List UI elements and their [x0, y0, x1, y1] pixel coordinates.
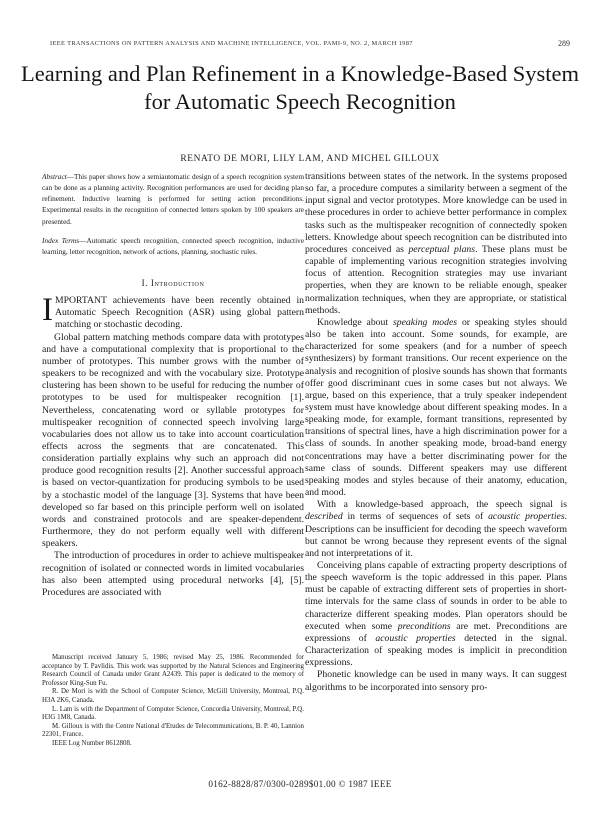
right-p1-tail: . These plans must be capable of implementing various recognition strategies involving focus of attention. Recognition strategies may use invariant properties, when they are known to be reliable enough, speaker normalization techniques, when they are appropriate, or statistical methods.: [305, 243, 568, 316]
section-heading: I. Introduction: [141, 278, 205, 289]
right-paragraph-1: [305, 171, 567, 317]
author-list: RENATO DE MORI, LILY LAM, AND MICHEL GILLOUX: [180, 154, 440, 164]
footnote-author-2: L. Lam is with the Department of Computer Science, Concordia University, Montreal, P.Q. H3G 1M8, Canada.: [42, 705, 304, 722]
right-paragraph-4: [305, 560, 567, 669]
abstract-text: —This paper shows how a semiautomatic design of a speech recognition system can be done as a planning activity. Recognition performances are used for deciding plan refinement. Inductive learning is performed for setting action preconditions. Experimental results in the recognition of connected letters spoken by 100 speakers are presented.: [42, 172, 304, 226]
introduction-body: [42, 292, 304, 599]
right-p3-a: With a knowledge-based approach, the speech signal is: [317, 499, 567, 511]
abstract-label: Abstract: [42, 172, 67, 181]
drop-cap: I: [42, 292, 53, 329]
intro-paragraph-1-text: MPORTANT achievements have been recently obtained in Automatic Speech Recognition (ASR) using global pattern matching or stochastic decoding.: [55, 295, 304, 331]
right-p3-b: in terms of sequences of sets of: [347, 511, 484, 523]
left-column: [42, 171, 304, 599]
abstract: [42, 171, 304, 227]
right-paragraph-5: Phonetic knowledge can be used in many ways. It can suggest algorithms to be incorporated into sensory pro-: [305, 669, 567, 693]
index-terms-text: —Automatic speech recognition, connected speech recognition, inductive learning, letter recognition, network of actions, planning, stochastic rules.: [42, 235, 305, 256]
footnote-author-3: M. Gilloux is with the Centre National d'Etudes de Telecommunications, B. P. 40, Lannion 22301, France.: [42, 722, 304, 739]
copyright-line: 0162-8828/87/0300-0289$01.00 © 1987 IEEE: [208, 779, 392, 789]
right-p4-emphasis-1: preconditions: [397, 620, 451, 632]
paper-title: Learning and Plan Refinement in a Knowledge-Based System for Automatic Speech Recognition: [21, 61, 579, 114]
intro-paragraph-3: The introduction of procedures in order to achieve multispeaker recognition of isolated or connected words in limited vocabularies has also been attempted using procedural networks [4], [5]. Procedures are associated with: [42, 550, 304, 598]
footnotes: [42, 654, 304, 749]
footnote-author-1: R. De Mori is with the School of Computer Science, McGill University, Montreal, P.Q. H3A 2K6, Canada.: [42, 688, 304, 704]
right-p3-emphasis-2: acoustic properties: [488, 511, 565, 523]
page-number: 289: [558, 39, 570, 48]
right-p3-c: . Descriptions can be insufficient for decoding the speech waveform but cannot be wrong because they represent events of the signal and not interpretations of it.: [305, 511, 568, 559]
right-p4-emphasis-2: acoustic properties: [375, 632, 456, 644]
index-terms: [42, 235, 304, 257]
index-terms-label: Index Terms: [42, 235, 80, 245]
intro-paragraph-1: [42, 292, 304, 331]
right-p3-emphasis-1: described: [305, 511, 343, 523]
running-head: [50, 40, 570, 47]
footnote-manuscript: Manuscript received January 5, 1986; revised May 25, 1986. Recommended for acceptance by T. Pavlidis. This work was supported by the Natural Sciences and Engineering Research Council of Canada under Grant A2439. This paper is dedicated to the memory of Professor King-Sun Fu.: [42, 654, 304, 687]
journal-header: IEEE TRANSACTIONS ON PATTERN ANALYSIS AND MACHINE INTELLIGENCE, VOL. PAMI-9, NO. 2, MARCH 1987: [50, 40, 413, 47]
right-column: [305, 171, 567, 694]
right-p4-b: are met. Preconditions are expressions of: [305, 620, 567, 644]
right-p1-text: transitions between states of the network. In the systems proposed so far, a procedure computes a similarity between a segment of the input signal and vector prototypes. More knowledge can be used in these procedures in order to achieve better performance in complex tasks such as the multispeaker recognition of connectedly spoken letters. Knowledge about speech recognition can be distributed into procedures conceived as: [305, 171, 567, 255]
right-p4-a: Conceiving plans capable of extracting property descriptions of the speech waveform is the topic addressed in this paper. Plans must be capable of extracting different sets of properties in short-time intervals for the same class of sounds in order to be able to characterize different speaking modes. Plan operators should be executed when some: [305, 560, 567, 632]
right-p2-a: Knowledge about: [317, 316, 389, 328]
right-paragraph-2: [305, 317, 567, 499]
right-paragraph-3: [305, 499, 567, 560]
intro-paragraph-2: Global pattern matching methods compare data with prototypes and have a computational complexity that is proportional to the number of prototypes. This number grows with the number of speakers to be recognized and with the vocabulary size. Prototype clustering has been shown to be useful for reducing the number of prototypes to be used for multispeaker recognition [1]. Nevertheless, concatenating word or syllable prototypes for multispeaker recognition of connected speech involving large vocabularies does not allow us to take into account coarticulation effects across the segments that are concatenated. This consideration partially explains why such an approach did not produce good recognition results [2]. Another successful approach is based on vector-quantization for producing symbols to be used by a stochastic model of the language [3]. Systems that have been developed so far based on this principle perform well on isolated words and constrained protocols and are speaker-dependent. Furthermore, they do not perform equally well with different speakers.: [42, 331, 304, 550]
right-p2-b: or speaking styles should also be taken into account. Some sounds, for example, are characterized for some speakers (and for a number of speech synthesizers) by formant transitions. Our recent experience on the analysis and recognition of plosive sounds has shown that formants offer good discriminant cues in some cases but not always. We argue, based on this experience, that a truly speaker independent system must have knowledge about different speaking modes. In a speaking mode, for example, formant transitions, represented by transitions of spectral lines, have a high discrimination power for a class of sounds. In another speaking mode, broad-band energy concentrations may have a better discriminating power for the same class of sounds. Different speakers may use different speaking modes and styles because of their anatomy, education, and mood.: [305, 316, 567, 499]
right-p2-emphasis: speaking modes: [392, 316, 458, 328]
footnote-log-number: IEEE Log Number 8612808.: [52, 739, 132, 747]
right-p4-c: detected in the signal. Characterization of speaking modes is implicit in precondition expressions.: [305, 632, 568, 669]
right-p1-emphasis: perceptual plans: [408, 243, 476, 255]
